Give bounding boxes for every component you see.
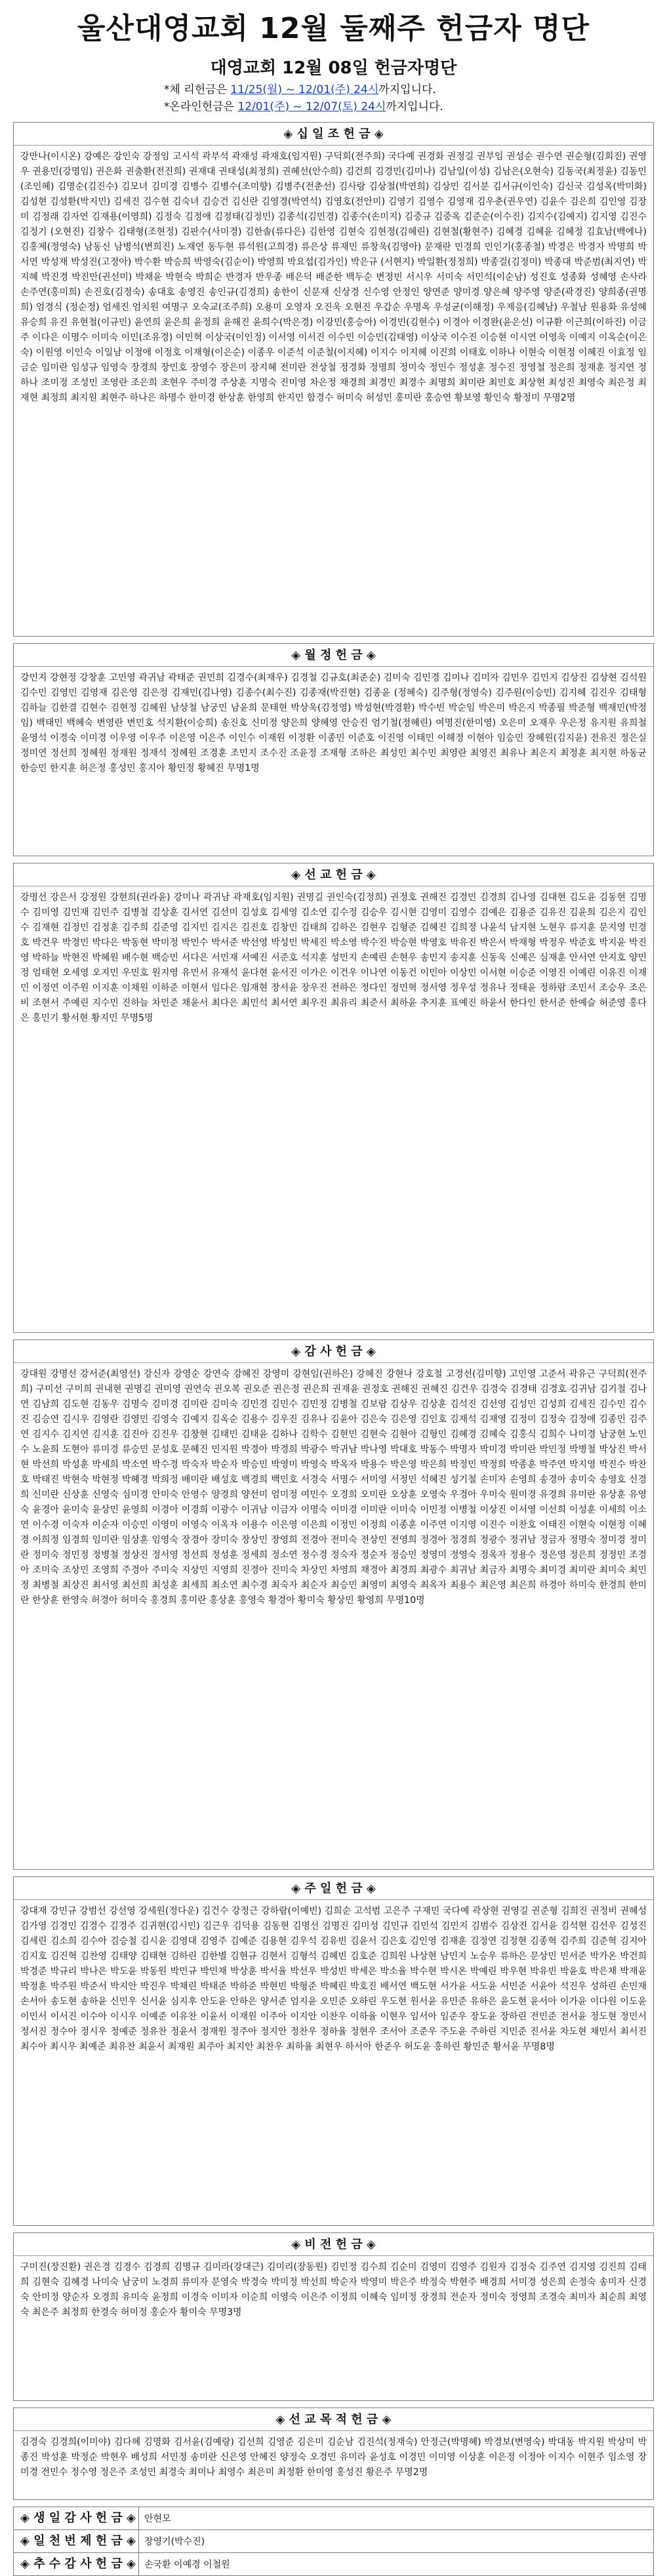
page-subtitle: 대영교회 12월 08일 헌금자명단 — [210, 58, 457, 78]
section-tithe — [13, 122, 654, 637]
row-names: 손국환 이예경 이철원 — [144, 2560, 230, 2570]
notice-online — [164, 98, 654, 115]
section-vision — [13, 2232, 654, 2401]
section-title: ◈ 주 일 헌 금 ◈ — [14, 1880, 653, 1900]
section-mission-purpose — [13, 2408, 654, 2500]
donor-list: 강명선 강은서 강정원 강현희(권라윤) 강미나 곽귀남 곽재호(임지원) 권명길 권인숙(김정희) 권정호 권해진 김경민 김경희 김나영 김대현 김도윤 김동현 김명수 김미영 김민재 김민주 김병철 김상훈 김서연 김선미 김성호 김세영 김소연 김수정 김승우 김시현 김영미 김영수 김예은 김용준 김유진 김윤희 김은지 김인수 김재현 김정민 김정훈 김주희 김준영 김지민 김지은 김진호 김창민 김태희 김하은 김현우 김형준 김혜진 김희정 나윤석 남지현 노현우 류지훈 문지영 민경호 박건우 박경민 박다은 박동현 박미정 박민수 박서준 박선영 박성민 박세진 박소영 박수진 박승현 박영호 박유진 박은서 박재형 박정우 박준호 박지윤 박진영 박하늘 박현진 박혜원 배수현 백승민 서다은 서민재 서예진 서준호 석지훈 성민지 손예린 손현우 송민지 송지훈 신동욱 신예은 심재훈 안서연 안지호 양민정 엄태현 오세영 오지민 우민호 원지영 유민서 유재석 윤다현 윤서진 이가은 이건우 이나연 이동건 이민아 이상민 이서현 이승준 이영진 이예린 이유진 이재민 이정연 이주원 이지훈 이채원 이하준 이현서 임다은 임재현 장서윤 장우진 전하은 정다인 정민혁 정서영 정우성 정유나 정태윤 정하람 조민서 조승우 조은비 조현서 주예린 지수민 진하늘 차민준 채윤서 최다은 최민석 최서연 최우진 최유리 최준서 최하윤 추지훈 표예진 하윤서 한다인 한서준 한예슬 허준영 홍다은 홍민기 황서현 황지민 무명5명 — [20, 892, 647, 1023]
row-label: ◈ 추 수 감 사 헌 금 ◈ — [14, 2553, 139, 2575]
section-title: ◈ 감 사 헌 금 ◈ — [14, 1343, 653, 1363]
section-mission — [13, 863, 654, 1333]
donor-list: 강민지 강현정 강창훈 고민영 곽귀남 곽태준 권민희 김경수(최재우) 김경철 김규호(최준순) 김미숙 김민경 김미나 김미자 김민우 김민지 김상진 김상현 김석원 김수민 김영민 김영재 김은영 김은정 김재민(김나영) 김종수(최수진) 김종재(박진현) 김종윤 (정혜숙) 김주형(정영숙) 김주원(이승민) 김지혜 김진우 김태형 김하늘 김한결 김현수 김현정 김혜원 남상철 남궁민 남윤희 문태현 박상욱(김정영) 박성현(박경환) 박수빈 박순임 박은미 박은지 박종필 박준형 백재민(박정임) 백태민 백혜숙 변영란 변민호 석지환(이승희) 송진호 신미정 양은희 양혜영 안승진 엄기철(정혜린) 여명진(한미영) 오은미 오재우 우은정 유지원 유희철 윤영석 이경숙 이미경 이우영 이우주 이은영 이은주 이인수 이재원 이정환 이종민 이준호 이진영 이태민 이해정 이현아 임승민 장혜원(김지윤) 전유진 정은실 정미연 정선희 정혜원 정재원 정재석 정혜원 조경훈 조민지 조수진 조윤정 조재형 조하은 최성민 최수민 최영란 최영진 최유나 최은지 최정훈 최지현 하동균 한승민 한지훈 허은정 홍성민 홍지아 황민정 황혜진 무명1명 — [20, 673, 647, 774]
notice-cherry — [164, 81, 654, 98]
page-title: 울산대영교회 12월 둘째주 헌금자 명단 — [77, 12, 590, 45]
donor-list: 김경숙 김경희(이미야) 김다혜 김명화 김서윤(김예랑) 김선희 김영준 김은미 김순남 김진석(정재숙) 안정근(박명혜) 박경보(변영숙) 박대동 박지원 박상미 박종진 박성훈 박정순 박현우 배성희 서민정 송미란 신은영 안혜진 양정숙 오경민 유미라 윤성호 이경민 이미영 이상훈 이은정 이정아 이지수 이현주 임소영 장미경 전민수 정수영 정은주 조성민 최경숙 최미나 최영수 최은미 최정환 한미영 홍성진 황은주 무명2명 — [20, 2437, 647, 2478]
row-names: 장영기(박수진) — [144, 2537, 205, 2547]
section-title: ◈ 십 일 조 헌 금 ◈ — [14, 125, 653, 146]
notice-prefix: *체 리헌금은 — [164, 83, 231, 96]
row-names: 안현모 — [144, 2514, 171, 2524]
section-sunday — [13, 1876, 654, 2226]
section-title: ◈ 선 교 헌 금 ◈ — [14, 866, 653, 886]
page — [0, 9, 667, 2571]
donor-list: 강대원 강명선 강서준(최영선) 강신자 강영순 강연숙 강혜진 강영미 강현임(권하은) 강혜진 강현나 강호철 고경선(김미향) 고민영 고준서 곽유근 구덕희(전주희) 구미선 구미희 권내현 권명길 권미영 권연숙 권오복 권오준 권은정 권은희 권재윤 권정호 권해진 권혜진 김건우 김경숙 김경태 김경호 김귀남 김기철 김나연 김남희 김도현 김동우 김명숙 김미경 김미란 김미숙 김민경 김민수 김민정 김병철 김보람 김상우 김상훈 김석진 김선영 김성민 김성희 김세진 김수민 김수진 김승연 김시우 김영란 김영민 김영숙 김예지 김옥순 김용수 김우진 김유나 김윤아 김은숙 김은영 김인호 김재석 김재영 김정미 김정숙 김정애 김종민 김주연 김지수 김지연 김지훈 김진아 김진우 김창현 김태민 김태윤 김하나 김학수 김현민 김현숙 김현아 김형민 김혜경 김혜숙 김홍식 김희수 나미경 남궁현 노민수 노윤희 도현아 류미경 류승민 문성호 문혜진 민지원 박경아 박경희 박광수 박귀남 박나영 박대호 박동수 박명자 박미경 박미란 박민정 박병철 박상진 박서현 박선희 박성훈 박세희 박소연 박수경 박숙자 박순자 박승민 박영미 박영숙 박옥자 박용수 박은영 박은희 박정민 박정희 박종훈 박주연 박지영 박진수 박찬호 박태진 박현숙 박현정 박혜경 박희정 배미란 배성호 백경희 백민호 서경숙 서명수 서미영 서정민 석혜진 성기철 손미자 손영희 송경아 송미숙 송영호 신경희 신미란 신상훈 신영숙 심미경 안미숙 안영수 양경희 양선미 엄미정 여민수 오경희 오미란 오상훈 오영숙 우경아 우미숙 원미경 유경희 유미란 유상훈 유영숙 윤경아 윤미숙 윤상민 윤영희 이경아 이경희 이광수 이귀남 이금자 이명숙 이미경 이미란 이미숙 이민정 이병철 이상진 이서영 이선희 이성훈 이세희 이소연 이수경 이숙자 이순자 이승민 이영미 이영숙 이옥자 이용수 이은영 이은희 이정민 이정희 이종훈 이주연 이지영 이진수 이찬호 이태진 이현숙 이현정 이혜경 이희정 임경희 임미란 임상훈 임영숙 장경아 장미숙 장상민 장영희 전경아 전미숙 전상민 전영희 정경아 정경희 정광수 정귀남 정금자 정명숙 정미경 정미란 정미숙 정민정 정병철 정상진 정서영 정선희 정성훈 정세희 정소연 정수경 정숙자 정순자 정승민 정영미 정영숙 정옥자 정용수 정은영 정은희 정정민 조경아 조미숙 조상민 조영희 주경아 주미숙 지상민 지영희 진경아 진미숙 차상민 차영희 채경아 최경희 최광수 최귀남 최금자 최명숙 최미경 최미란 최미숙 최민정 최병철 최상진 최서영 최선희 최성훈 최세희 최소연 최수경 최숙자 최순자 최승민 최영미 최영숙 최옥자 최용수 최은영 최은희 하경아 하미숙 한경희 한미란 한상훈 한영숙 허경아 허미숙 홍경희 홍미란 홍상훈 홍영숙 황경아 황미숙 황상민 황영희 무명10명 — [20, 1369, 647, 1606]
donor-list: 강대재 강민규 강범선 강선영 강세원(정다운) 김건수 강정근 강하람(이예빈) 김희순 고석범 고은주 구재민 국다예 곽상현 권영길 권준형 김희진 권정비 권혜성 김가영 김경민 김경수 김경주 김귀현(김시민) 김근우 김덕용 김동현 김명선 김명진 김미성 김민규 김민석 김민지 김범수 김상진 김서윤 김석현 김선우 김성진 김세린 김소희 김수아 김승철 김시윤 김영대 김영주 김예준 김용현 김우석 김유빈 김윤서 김은호 김인영 김재훈 김정연 김정현 김종혁 김주희 김준혁 김지아 김지호 김진혁 김찬영 김태양 김태현 김하린 김한별 김현규 김현서 김형석 김혜빈 김호준 김희원 나상현 남민지 노승우 류하은 문상민 민서준 박가온 박건희 박경준 박규리 박나은 박도윤 박동원 박민규 박민채 박상훈 박서율 박선우 박성빈 박세은 박소율 박수현 박시온 박예린 박우현 박유빈 박윤호 박은채 박재윤 박정훈 박주원 박준서 박지안 박진우 박채린 박태준 박하준 박현빈 박형준 박혜린 박호진 배서연 백도현 서가윤 서도윤 서민준 서윤아 석진우 성하린 손민재 손서아 송도현 송하윤 신민우 신서윤 심지후 안도윤 안하은 양서준 엄지윤 오민준 오하린 우도현 원서윤 유민준 유하은 윤도현 윤서아 이가윤 이다원 이도윤 이민서 이서진 이수아 이시우 이예준 이유찬 이윤서 이재원 이주아 이지안 이찬우 이하율 이현우 임서아 임준우 장도윤 장하린 전민준 전서윤 정도현 정민서 정서진 정수아 정시우 정예준 정유찬 정윤서 정재원 정주아 정지안 정찬우 정하율 정현우 조서아 조준우 주도윤 주하린 지민준 진서윤 차도현 채민서 최서진 최수아 최시우 최예준 최유찬 최윤서 최재원 최주아 최지안 최찬우 최하율 최현우 하서아 한준우 허도윤 홍하린 황민준 황서윤 무명8명 — [20, 1906, 647, 2052]
notice-suffix: 까지입니다. — [378, 83, 436, 96]
section-title: ◈ 선 교 목 적 헌 금 ◈ — [14, 2411, 653, 2431]
notice-period-link[interactable]: 11/25(월) ~ 12/01(주) 24시 — [230, 83, 379, 96]
notice-prefix: *온라인헌금은 — [164, 100, 238, 113]
section-monthly — [13, 643, 654, 856]
row-birthday-thanks — [13, 2507, 654, 2530]
donor-list: 구미진(장진환) 권은경 김경수 김경희 김명규 김미라(강대근) 김미리(장동원) 김민정 김수희 김순미 김영미 김영주 김원자 김정숙 김주연 김지영 김진희 김태희 김현숙 김혜경 나미숙 남궁미 노경희 류미자 문영숙 박경숙 박미정 박선희 박순자 박영미 박은주 박정숙 박현주 배경희 서미경 성은희 손정숙 송미자 신경숙 안미정 양순자 오경희 유미숙 윤정희 이경숙 이미자 이순희 이영숙 이은주 이정희 이혜숙 임미정 장경희 전순자 정미숙 정영희 조경숙 최미자 최순희 최영숙 최은주 최정희 한경숙 허미정 홍순자 황미숙 무명3명 — [20, 2262, 647, 2318]
donor-list: 강만나(이시온) 강예은 강인숙 강정임 고시석 곽부석 곽재성 곽재호(임지원) 구덕회(전주희) 국다예 권경화 권정길 권부임 권성순 권수연 권순형(김회진) 권영우 권용민(강명임) 권은화 권출환(전진희) 권재대 권태성(최정희) 권혜선(안수희) 김건희 김경민(김미나) 김남일(이성) 김남은(오현숙) 김동국(최정윤) 김동민(조인혜) 김명순(김진수) 김모녀 김미경 김병수 김병수(조미향) 김병주(전춘선) 김사랑 김상철(박연희) 김상민 김서분 김서규(이인숙) 김신국 김성옥(박미화) 김성현 김성환(박지민) 김세진 김수현 김숙녀 김승건 김신란 김영경(박연석) 김영호(전안미) 김영기 김영수 김영재 김우춘(권우연) 김윤수 김은희 김인영 김장미 김정래 김자연 김재용(이영희) 김정숙 김정애 김정태(김정민) 김종석(김민경) 김종수(손미지) 김중규 김중옥 김준순(이수진) 김지수(김예지) 김지영 김진수 김정기 (오현진) 김창수 김태형(조현정) 김판수(사미경) 김한솔(류다은) 김한영 김현숙 김현정(김혜린) 김현철(황현주) 김혜경 김혜윤 김혜정 김효남(백에나) 김홍제(정영숙) 남동신 남병석(변희진) 노재연 동두현 류석원(고희경) 류은상 류재민 류창욱(김영아) 문재란 민경희 민인기(홍종철) 박경은 박경자 박명희 박서연 박성재 박성진(고정아) 박수환 박승희 박영숙(김순이) 박영희 박요섭(김가인) 박은규 (서현지) 박일환(정정희) 박종걸(김정미) 박종대 박준범(최지연) 박지혜 박진경 박진만(권선미) 박채윤 박현숙 박희순 반경자 반우종 배은덕 배준한 백두순 변정빈 서시우 서미숙 서민석(이순남) 성진호 성종화 성혜영 손사라 손주연(홍미희) 손진호(김정숙) 송대호 송영진 송인규(김경희) 송한이 신문재 신상경 신수영 안정인 양연준 양미경 양은혜 양주영 양준(곽경진) 양희종(권명희) 엄경식 (정순정) 엄세진 엄치원 여명구 오숙교(조주희) 오용미 오영자 오진욱 오현진 우갑순 우명옥 우성균(이해정) 우제응(김혜남) 우철남 원용화 유성혜 유승희 유진 유현철(이규민) 윤연희 윤은희 윤정희 윤해진 윤희수(박은경) 이강민(홍승아) 이경민(김현수) 이경아 이경완(윤은선) 이규환 이근희(이하진) 이금주 이다은 이명수 이미숙 이민(조유경) 이민혁 이상국(이인정) 이서영 이서진 이수민 이승민(김태영) 이상국 이수진 이승현 이시연 이영욱 이예지 이옥순(이은숙) 이원영 이인숙 이일남 이정애 이정호 이재형(이은순) 이종우 이준석 이준철(이지혜) 이지수 이지혜 이진희 이태호 이하나 이현숙 이현정 이혜진 이효정 임금순 임미란 임성규 임영숙 장경희 장민호 장영수 장은미 장지혜 전미란 전상철 정경화 정명희 정미숙 정민수 정성훈 정수진 정영철 정은희 정재훈 정지연 정하나 조미정 조성민 조영란 조은희 조현우 주미경 주상훈 지명숙 진미영 차은정 채경희 최경민 최경수 최명희 최미란 최민호 최상현 최성진 최영숙 최은정 최재현 최정희 최지원 최현주 하나은 하명수 한미경 한상훈 한영희 한지민 함경수 허미숙 허성민 홍미란 홍승연 황보영 황인숙 황정미 무명2명 — [20, 151, 647, 403]
section-title: ◈ 비 전 헌 금 ◈ — [14, 2236, 653, 2256]
notice-period-link[interactable]: 12/01(주) ~ 12/07(토) 24시 — [237, 100, 386, 113]
section-title: ◈ 월 정 헌 금 ◈ — [14, 646, 653, 667]
row-label: ◈ 생 일 감 사 헌 금 ◈ — [14, 2507, 139, 2529]
row-harvest-thanks — [13, 2553, 654, 2576]
row-label: ◈ 일 천 번 제 헌 금 ◈ — [14, 2530, 139, 2552]
section-thanksgiving — [13, 1339, 654, 1870]
notice-suffix: 까지입니다. — [386, 100, 443, 113]
row-thousand-offering — [13, 2530, 654, 2553]
